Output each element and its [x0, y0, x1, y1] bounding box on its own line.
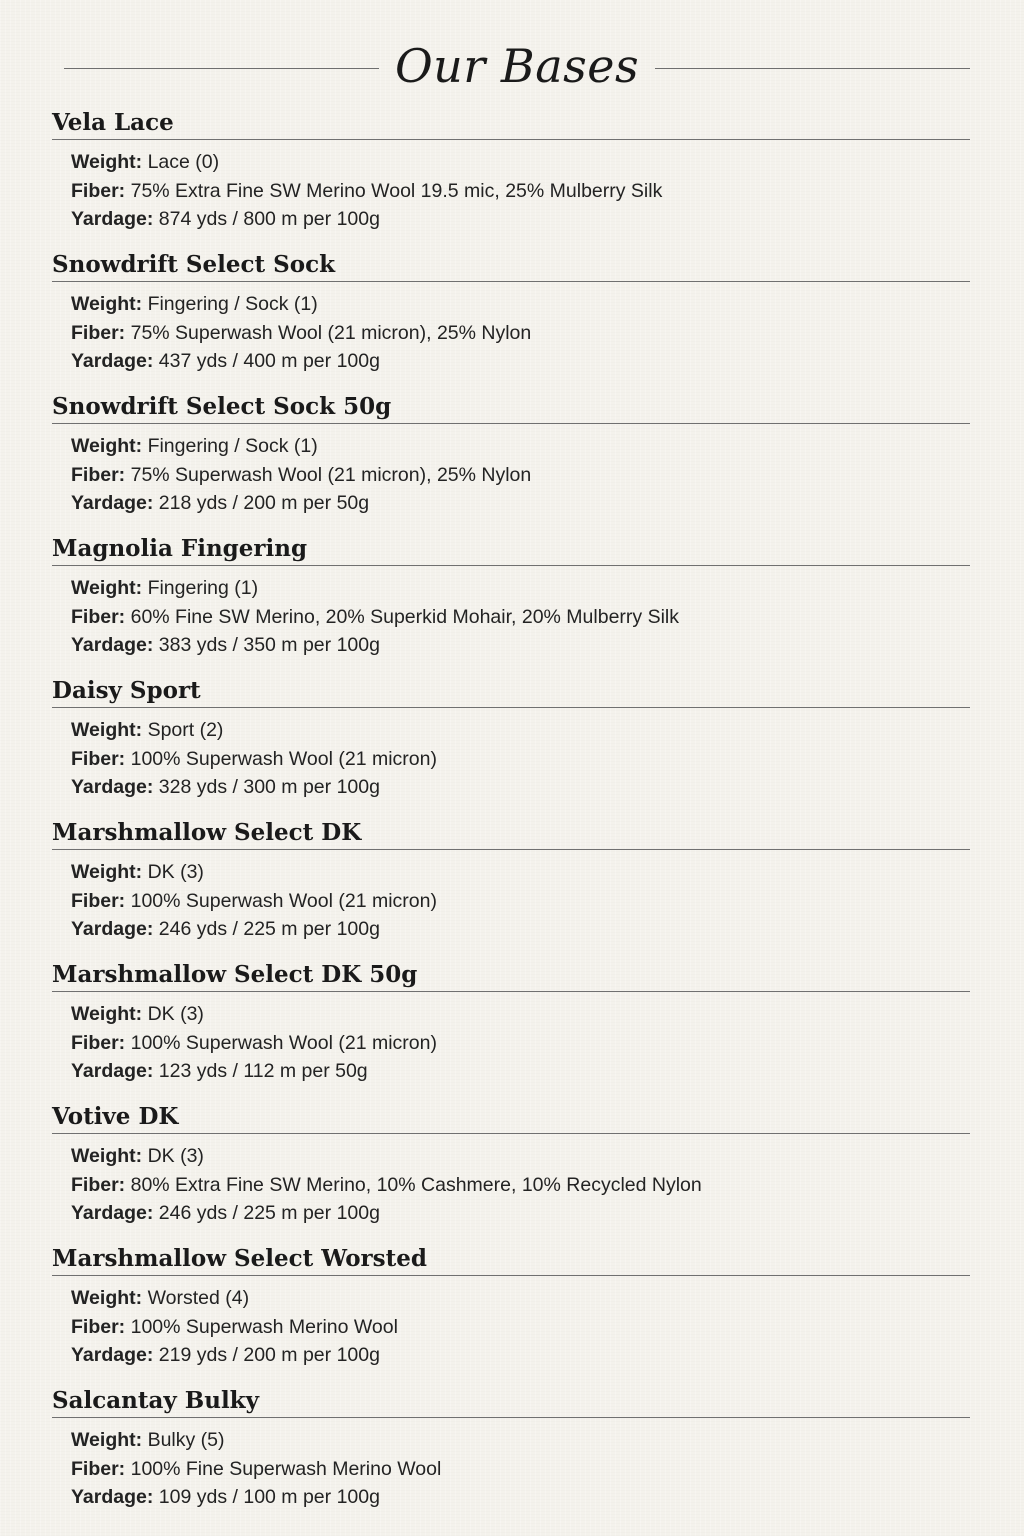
fiber-line: [52, 887, 970, 916]
base-entry: [52, 250, 970, 392]
weight-value: Worsted (4): [147, 1287, 250, 1309]
page-title: Our Bases: [394, 39, 640, 93]
yardage-line: [52, 347, 970, 376]
base-title: Marshmallow Select DK: [52, 819, 362, 846]
base-title: Marshmallow Select Worsted: [52, 1245, 427, 1272]
yardage-value: 437 yds / 400 m per 100g: [158, 350, 380, 372]
yardage-value: 246 yds / 225 m per 100g: [158, 918, 380, 940]
weight-line: [52, 1284, 970, 1313]
bases-list: [52, 108, 970, 1528]
fiber-value: 75% Superwash Wool (21 micron), 25% Nylon: [130, 321, 532, 344]
fiber-line: [52, 603, 970, 632]
fiber-value: 75% Extra Fine SW Merino Wool 19.5 mic, 25% Mulberry Silk: [130, 179, 663, 202]
fiber-label: Fiber:: [71, 1457, 126, 1480]
yardage-value: 328 yds / 300 m per 100g: [158, 776, 380, 798]
yardage-line: [52, 915, 970, 944]
base-entry: [52, 108, 970, 250]
yardage-label: Yardage:: [71, 1202, 154, 1224]
fiber-line: [52, 1455, 970, 1484]
fiber-value: 100% Superwash Wool (21 micron): [130, 889, 437, 912]
base-title: Snowdrift Select Sock: [52, 251, 336, 278]
yardage-label: Yardage:: [71, 208, 154, 230]
weight-label: Weight:: [71, 719, 143, 741]
fiber-label: Fiber:: [71, 179, 126, 202]
base-entry: [52, 676, 970, 818]
weight-line: [52, 1000, 970, 1029]
base-divider: [52, 1133, 970, 1134]
yardage-label: Yardage:: [71, 1486, 154, 1508]
base-entry: [52, 960, 970, 1102]
yardage-value: 219 yds / 200 m per 100g: [158, 1344, 380, 1366]
yardage-label: Yardage:: [71, 634, 154, 656]
base-divider: [52, 1275, 970, 1276]
base-entry: [52, 1102, 970, 1244]
weight-value: Fingering / Sock (1): [147, 293, 318, 315]
yardage-line: [52, 1483, 970, 1512]
weight-label: Weight:: [71, 1287, 143, 1309]
yardage-label: Yardage:: [71, 1060, 154, 1082]
fiber-value: 60% Fine SW Merino, 20% Superkid Mohair, 20% Mulberry Silk: [130, 605, 679, 628]
base-entry: [52, 534, 970, 676]
fiber-label: Fiber:: [71, 1315, 126, 1338]
weight-line: [52, 574, 970, 603]
weight-value: DK (3): [147, 1145, 204, 1167]
fiber-label: Fiber:: [71, 1173, 126, 1196]
base-divider: [52, 991, 970, 992]
base-divider: [52, 139, 970, 140]
weight-label: Weight:: [71, 435, 143, 457]
fiber-label: Fiber:: [71, 321, 126, 344]
weight-value: Fingering (1): [147, 577, 259, 599]
yardage-value: 218 yds / 200 m per 50g: [158, 492, 370, 514]
fiber-label: Fiber:: [71, 605, 126, 628]
weight-line: [52, 858, 970, 887]
page-header: [64, 34, 970, 98]
yardage-line: [52, 489, 970, 518]
weight-label: Weight:: [71, 151, 143, 173]
weight-value: Lace (0): [147, 151, 220, 173]
fiber-value: 100% Superwash Merino Wool: [130, 1315, 398, 1338]
fiber-line: [52, 319, 970, 348]
base-title: Salcantay Bulky: [52, 1387, 259, 1414]
weight-line: [52, 148, 970, 177]
fiber-line: [52, 745, 970, 774]
fiber-line: [52, 1313, 970, 1342]
base-title: Snowdrift Select Sock 50g: [52, 393, 392, 420]
fiber-line: [52, 1029, 970, 1058]
base-divider: [52, 423, 970, 424]
fiber-label: Fiber:: [71, 889, 126, 912]
yardage-value: 246 yds / 225 m per 100g: [158, 1202, 380, 1224]
weight-value: Sport (2): [147, 719, 224, 741]
yardage-line: [52, 773, 970, 802]
fiber-value: 100% Fine Superwash Merino Wool: [130, 1457, 442, 1480]
yardage-line: [52, 631, 970, 660]
weight-line: [52, 1426, 970, 1455]
base-entry: [52, 1244, 970, 1386]
yardage-value: 109 yds / 100 m per 100g: [158, 1486, 380, 1508]
fiber-value: 80% Extra Fine SW Merino, 10% Cashmere, 10% Recycled Nylon: [130, 1173, 702, 1196]
yardage-label: Yardage:: [71, 492, 154, 514]
base-title: Magnolia Fingering: [52, 535, 308, 562]
base-divider: [52, 565, 970, 566]
weight-label: Weight:: [71, 1003, 143, 1025]
weight-label: Weight:: [71, 861, 143, 883]
base-title: Marshmallow Select DK 50g: [52, 961, 418, 988]
fiber-value: 75% Superwash Wool (21 micron), 25% Nylon: [130, 463, 532, 486]
yardage-value: 383 yds / 350 m per 100g: [158, 634, 380, 656]
weight-line: [52, 290, 970, 319]
yardage-label: Yardage:: [71, 776, 154, 798]
base-title: Votive DK: [52, 1103, 179, 1130]
weight-line: [52, 1142, 970, 1171]
weight-value: DK (3): [147, 1003, 204, 1025]
header-rule-right: [655, 68, 970, 69]
yardage-line: [52, 205, 970, 234]
yardage-line: [52, 1057, 970, 1086]
yardage-label: Yardage:: [71, 918, 154, 940]
yardage-value: 123 yds / 112 m per 50g: [158, 1060, 368, 1082]
base-entry: [52, 1386, 970, 1528]
base-title: Vela Lace: [52, 109, 174, 136]
weight-value: DK (3): [147, 861, 204, 883]
weight-value: Bulky (5): [147, 1429, 225, 1451]
fiber-line: [52, 461, 970, 490]
fiber-label: Fiber:: [71, 747, 126, 770]
weight-line: [52, 432, 970, 461]
yardage-line: [52, 1341, 970, 1370]
weight-label: Weight:: [71, 1145, 143, 1167]
yardage-label: Yardage:: [71, 1344, 154, 1366]
fiber-label: Fiber:: [71, 463, 126, 486]
base-divider: [52, 281, 970, 282]
yardage-value: 874 yds / 800 m per 100g: [158, 208, 380, 230]
weight-line: [52, 716, 970, 745]
weight-label: Weight:: [71, 1429, 143, 1451]
yardage-line: [52, 1199, 970, 1228]
fiber-line: [52, 177, 970, 206]
fiber-label: Fiber:: [71, 1031, 126, 1054]
base-divider: [52, 1417, 970, 1418]
header-rule-left: [64, 68, 379, 69]
weight-label: Weight:: [71, 293, 143, 315]
fiber-value: 100% Superwash Wool (21 micron): [130, 1031, 437, 1054]
base-entry: [52, 818, 970, 960]
weight-label: Weight:: [71, 577, 143, 599]
base-divider: [52, 849, 970, 850]
yardage-label: Yardage:: [71, 350, 154, 372]
fiber-line: [52, 1171, 970, 1200]
fiber-value: 100% Superwash Wool (21 micron): [130, 747, 437, 770]
base-title: Daisy Sport: [52, 677, 201, 704]
weight-value: Fingering / Sock (1): [147, 435, 318, 457]
base-entry: [52, 392, 970, 534]
base-divider: [52, 707, 970, 708]
